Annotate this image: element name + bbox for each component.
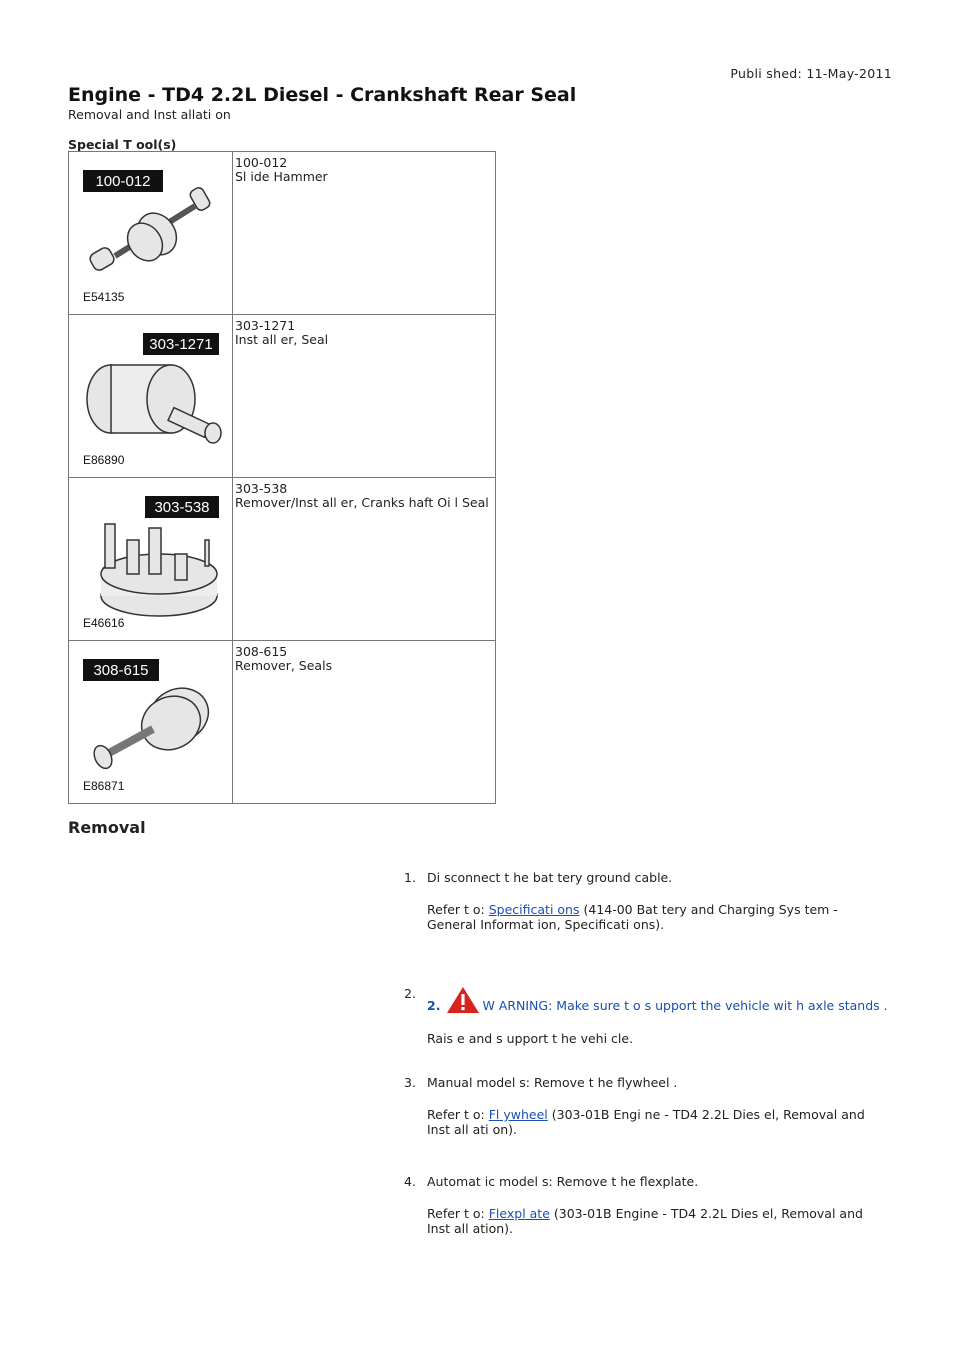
step-warning: 2. W ARNING: Make sure t o s upport the vehicle wit h axle stands .: [427, 986, 889, 1014]
tool-image-cell: [69, 315, 233, 478]
step-text: Di sconnect t he bat tery ground cable.: [427, 870, 673, 885]
flywheel-link[interactable]: Fl ywheel: [488, 1107, 548, 1122]
image-code: E46616: [83, 616, 125, 630]
oil-seal-tool-illustration: [75, 484, 225, 634]
tool-name: Inst all er, Seal: [235, 332, 329, 347]
tool-image-cell: [69, 152, 233, 315]
step-text: Rais e and s upport t he vehi cle.: [427, 1031, 634, 1046]
tool-badge: 303-1271: [149, 336, 213, 353]
step-number: 1.: [404, 870, 416, 885]
removal-heading: Removal: [68, 818, 146, 837]
step-reference: Refer t o: Specificati ons (414-00 Bat tery and Charging Sys tem - General Informat ion, Specificati ons).: [427, 902, 838, 932]
step-text: Manual model s: Remove t he flywheel .: [427, 1075, 678, 1090]
seal-remover-illustration: [75, 647, 225, 797]
page-title: Engine - TD4 2.2L Diesel - Crankshaft Rear Seal: [68, 84, 577, 106]
step-number: 2.: [404, 986, 416, 1001]
table-row: [69, 152, 496, 315]
special-tools-table: [68, 151, 496, 804]
tool-name: Remover/Inst all er, Cranks haft Oi l Seal: [235, 495, 489, 510]
tool-badge: 303-538: [154, 499, 210, 516]
step-text: Automat ic model s: Remove t he flexplate.: [427, 1174, 699, 1189]
slide-hammer-illustration: [75, 158, 225, 308]
flexplate-link[interactable]: Flexpl ate: [488, 1206, 550, 1221]
specifications-link[interactable]: Specificati ons: [488, 902, 580, 917]
step-number: 4.: [404, 1174, 416, 1189]
tool-image-cell: [69, 478, 233, 641]
special-tools-label: Special T ool(s): [68, 137, 177, 152]
warning-triangle-icon: [446, 986, 480, 1014]
image-code: E54135: [83, 290, 125, 304]
tool-number: 100-012: [235, 155, 288, 170]
tool-number: 303-1271: [235, 318, 296, 333]
tool-name: Remover, Seals: [235, 658, 333, 673]
page-subtitle: Removal and Inst allati on: [68, 107, 231, 122]
tool-badge: 100-012: [95, 173, 151, 190]
tool-image-cell: [69, 641, 233, 804]
step-number: 3.: [404, 1075, 416, 1090]
tool-number: 303-538: [235, 481, 288, 496]
table-row: [69, 478, 496, 641]
step-reference: Refer t o: Flexpl ate (303-01B Engine - TD4 2.2L Dies el, Removal and Inst all ation).: [427, 1206, 863, 1236]
seal-installer-illustration: [75, 321, 225, 471]
tool-badge: 308-615: [93, 662, 149, 679]
published-date: Publi shed: 11-May-2011: [730, 66, 892, 81]
image-code: E86871: [83, 779, 125, 793]
tool-name: Sl ide Hammer: [235, 169, 328, 184]
step-reference: Refer t o: Fl ywheel (303-01B Engi ne - TD4 2.2L Dies el, Removal and Inst all ati on).: [427, 1107, 865, 1137]
image-code: E86890: [83, 453, 125, 467]
table-row: [69, 315, 496, 478]
tool-number: 308-615: [235, 644, 288, 659]
table-row: [69, 641, 496, 804]
